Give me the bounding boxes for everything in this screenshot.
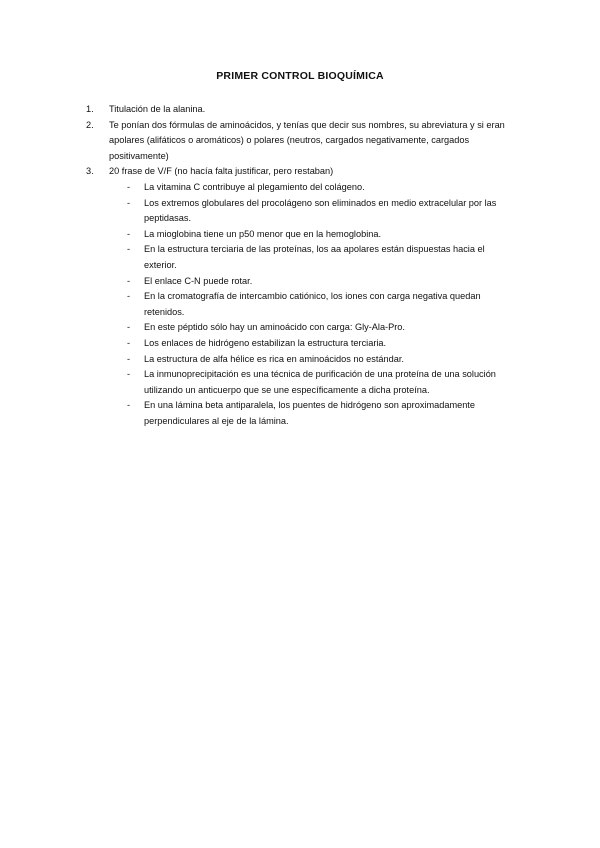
statement-item [127,289,526,320]
document-body [86,102,526,429]
statement-item [127,227,526,243]
bullet-dash: - [127,275,131,286]
list-item-text: Te ponían dos fórmulas de aminoácidos, y tenías que decir sus nombres, su abreviatura y si eran apolares (alifáticos o aromáticos) o polares (neutros, cargados negativamente, cargados positivamente) [109,119,505,161]
statement-item [127,320,526,336]
bullet-dash: - [127,244,131,255]
statement-text: Los enlaces de hidrógeno estabilizan la estructura terciaria. [144,337,387,348]
statement-item [127,398,526,429]
statement-item [127,367,526,398]
statement-text: Los extremos globulares del procolágeno son eliminados en medio extracelular por las peptidasas. [144,197,497,224]
bullet-dash: - [127,369,131,380]
bullet-dash: - [127,197,131,208]
bullet-dash: - [127,337,131,348]
bullet-dash: - [127,228,131,239]
bullet-dash: - [127,322,131,333]
statement-text: El enlace C-N puede rotar. [144,275,253,286]
list-item [86,164,526,180]
statement-text: En la estructura terciaria de las proteínas, los aa apolares están dispuestas hacia el exterior. [144,244,485,270]
list-item-number: 1. [86,104,94,114]
list-item-number: 3. [86,166,94,177]
bullet-dash: - [127,400,131,411]
statement-item [127,242,526,273]
statement-text: La vitamina C contribuye al plegamiento del colágeno. [144,181,365,192]
statement-text: En una lámina beta antiparalela, los puentes de hidrógeno son aproximadamente perpendiculares al eje de la lámina. [144,400,475,426]
bullet-dash: - [127,353,131,364]
list-item-number: 2. [86,119,94,130]
statement-item [127,196,526,227]
statement-text: La mioglobina tiene un p50 menor que en la hemoglobina. [144,228,382,239]
bullet-dash: - [127,181,131,192]
list-item [86,118,526,165]
statement-item [127,336,526,352]
document-title: PRIMER CONTROL BIOQUÍMICA [216,70,384,82]
true-false-statements-list [127,180,526,430]
list-item-text: 20 frase de V/F (no hacía falta justificar, pero restaban) [109,166,334,177]
statement-text: En la cromatografía de intercambio catiónico, los iones con carga negativa quedan retenidos. [144,291,481,317]
list-item-text: Titulación de la alanina. [109,104,206,114]
statement-item [127,180,526,196]
bullet-dash: - [127,291,131,302]
statement-text: La estructura de alfa hélice es rica en aminoácidos no estándar. [144,353,404,364]
list-item [86,102,526,118]
statement-item [127,274,526,290]
statement-text: En este péptido sólo hay un aminoácido con carga: Gly-Ala-Pro. [144,322,405,333]
statement-item [127,352,526,368]
statement-text: La inmunoprecipitación es una técnica de purificación de una proteína de una solución utilizando un anticuerpo que se une específicamente a dicha proteína. [144,369,496,395]
